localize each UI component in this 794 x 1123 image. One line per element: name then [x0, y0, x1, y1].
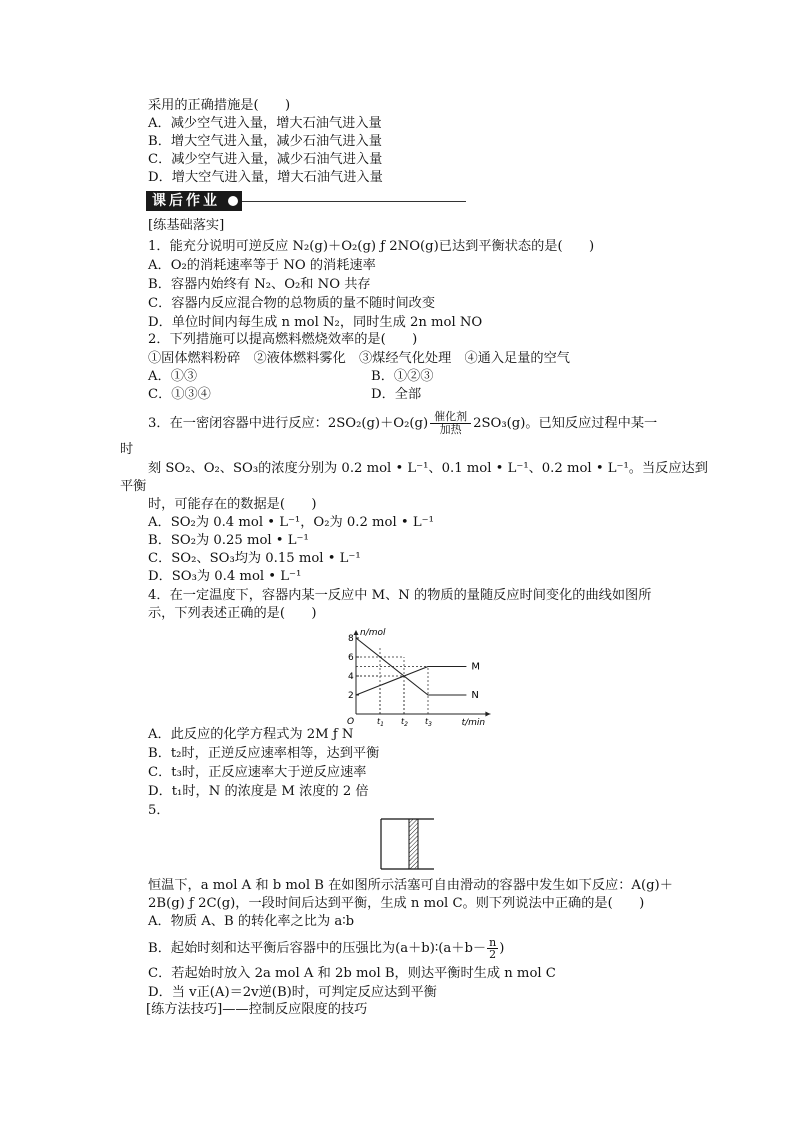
x-tick-label: $t_1$	[377, 717, 384, 728]
q2-option-c: C．①③④	[148, 387, 211, 402]
fraction-numerator: n	[489, 936, 497, 949]
q4-stem-1: 4．在一定温度下，容器内某一反应中 M、N 的物质的量随反应时间变化的曲线如图所	[148, 588, 652, 603]
y-axis-label: n/mol	[360, 628, 386, 638]
condition-bottom: 加热	[439, 423, 462, 436]
q1-option-c: C．容器内反应混合物的总物质的量不随时间改变	[148, 296, 436, 311]
q5-option-c: C．若起始时放入 2a mol A 和 2b mol B，则达平衡时生成 n mol C	[148, 966, 556, 981]
q2-stem: 2．下列措施可以提高燃料燃烧效率的是( )	[148, 332, 418, 347]
q5-option-d: D．当 v正(A)＝2v逆(B)时，可判定反应达到平衡	[148, 985, 437, 1000]
q3-stem-post: 2SO₃(g)。已知反应过程中某一	[473, 416, 658, 431]
series-label-m: M	[471, 661, 481, 673]
x-tick-label: $t_2$	[401, 717, 408, 728]
q1-stem: 1．能充分说明可逆反应 N₂(g)＋O₂(g) ƒ 2NO(g)已达到平衡状态的是( )	[148, 239, 595, 254]
q1-option-d: D．单位时间内每生成 n mol N₂，同时生成 2n mol NO	[148, 315, 483, 330]
x-tick-label: $t_3$	[425, 717, 432, 728]
q5-option-b-pre: B．起始时刻和达平衡后容器中的压强比为(a＋b)∶(a＋b－	[148, 941, 487, 956]
section-divider	[242, 201, 466, 202]
q3-line-2: 刻 SO₂、O₂、SO₃的浓度分别为 0.2 mol • L⁻¹、0.1 mol • L⁻¹、0.2 mol • L⁻¹。当反应达到	[148, 461, 708, 476]
y-tick-label: 6	[348, 653, 354, 663]
fraction-denominator: 2	[489, 948, 497, 961]
q3-line-3: 时，可能存在的数据是( )	[148, 497, 317, 512]
q3-wrap-1: 时	[120, 442, 134, 457]
q2-items: ①固体燃料粉碎 ②液体燃料雾化 ③煤经气化处理 ④通入足量的空气	[148, 351, 570, 366]
q3-option-d: D．SO₃为 0.4 mol • L⁻¹	[148, 569, 302, 584]
q5-option-b	[148, 937, 504, 960]
q5-stem-2: 2B(g) ƒ 2C(g)，一段时间后达到平衡，生成 n mol C。则下列说法中正确的是( )	[148, 896, 645, 911]
q1-option-a: A．O₂的消耗速率等于 NO 的消耗速率	[148, 258, 376, 273]
q4-option-d: D．t₁时，N 的浓度是 M 浓度的 2 倍	[148, 784, 369, 799]
top-option-b: B．增大空气进入量，减少石油气进入量	[148, 134, 382, 149]
q1-option-b: B．容器内始终有 N₂、O₂和 NO 共存	[148, 277, 371, 292]
condition-top: 催化剂	[430, 411, 471, 424]
q2-option-d: D．全部	[371, 387, 422, 402]
bullet-icon	[228, 196, 238, 206]
q5-option-a: A．物质 A、B 的转化率之比为 a∶b	[148, 914, 355, 929]
q3-option-a: A．SO₂为 0.4 mol • L⁻¹，O₂为 0.2 mol • L⁻¹	[148, 515, 434, 530]
reaction-condition	[430, 411, 471, 436]
top-stem: 采用的正确措施是( )	[148, 98, 291, 113]
q4-option-c: C．t₃时，正反应速率大于逆反应速率	[148, 765, 367, 780]
q3-wrap-2: 平衡	[120, 479, 147, 494]
top-option-d: D．增大空气进入量，增大石油气进入量	[148, 170, 383, 185]
q2-option-a: A．①③	[148, 369, 198, 384]
y-tick-label: 4	[348, 672, 354, 682]
series-label-n: N	[471, 690, 479, 701]
x-axis-label: t/min	[461, 718, 486, 728]
series-line-m	[356, 667, 466, 696]
y-tick-label: 2	[348, 691, 354, 701]
section-title: 课后作业	[146, 191, 242, 211]
piston-container-diagram	[380, 818, 436, 870]
q5-stem-1: 恒温下，a mol A 和 b mol B 在如图所示活塞可自由滑动的容器中发生如下反应：A(g)＋	[148, 878, 673, 893]
subsection-basic: [练基础落实]	[148, 218, 225, 233]
top-option-c: C．减少空气进入量，减少石油气进入量	[148, 152, 383, 167]
top-option-a: A．减少空气进入量，增大石油气进入量	[148, 116, 382, 131]
q2-option-b: B．①②③	[371, 369, 434, 384]
y-tick-label: 8	[348, 634, 354, 644]
q5-option-b-post: )	[499, 941, 505, 956]
mn-time-chart	[338, 622, 498, 730]
q3-stem-pre: 3．在一密闭容器中进行反应：2SO₂(g)＋O₂(g)	[148, 416, 429, 431]
q4-option-b: B．t₂时，正逆反应速率相等，达到平衡	[148, 746, 380, 761]
q3-stem	[148, 411, 657, 436]
q4-option-a: A．此反应的化学方程式为 2M ƒ N	[148, 727, 354, 742]
subsection-method: [练方法技巧]——控制反应限度的技巧	[146, 1002, 368, 1017]
q3-option-c: C．SO₂、SO₃均为 0.15 mol • L⁻¹	[148, 551, 361, 566]
q3-option-b: B．SO₂为 0.25 mol • L⁻¹	[148, 533, 309, 548]
y-axis-arrow	[354, 630, 359, 635]
origin-label: O	[347, 717, 355, 727]
fraction	[487, 937, 498, 960]
q5-number: 5．	[148, 803, 170, 818]
piston	[409, 819, 418, 869]
q4-stem-2: 示，下列表述正确的是( )	[148, 606, 317, 621]
x-axis-arrow	[485, 712, 490, 717]
